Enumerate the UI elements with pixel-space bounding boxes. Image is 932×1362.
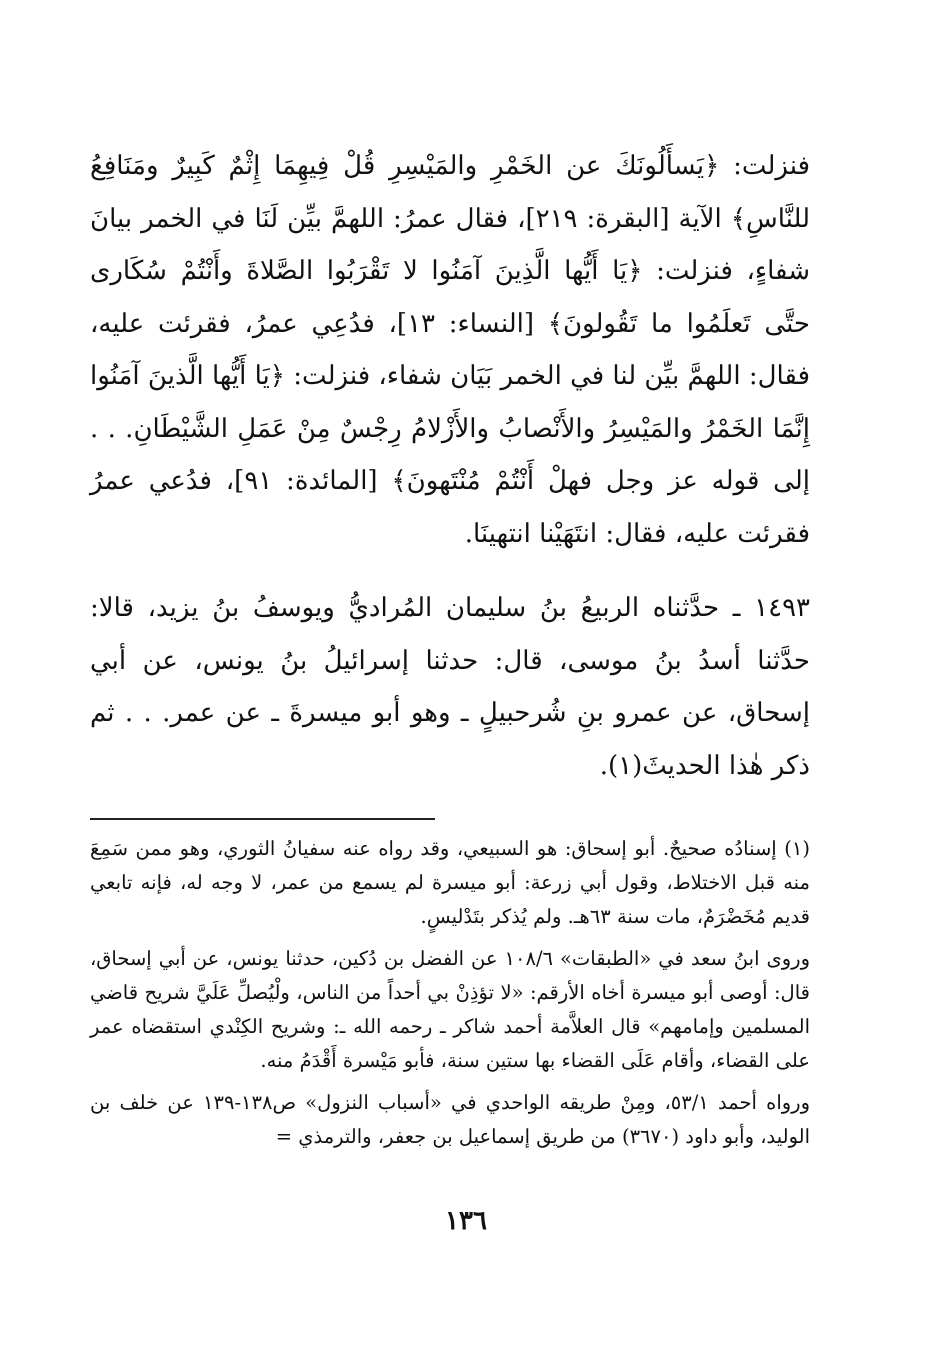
book-page [90,140,810,1154]
main-paragraph-revelation: فنزلت: ﴿يَسأَلُونَكَ عن الخَمْرِ والمَيْسِرِ قُلْ فِيهِمَا إِثْمٌ كَبِيرٌ ومَنَافِعُ للنَّاسِ﴾ الآية [البقرة: ٢١٩]، فقال عمرُ: اللهمَّ بيِّن لَنَا في الخمر بيانَ شفاءٍ، فنزلت: ﴿يَا أَيُّها الَّذِينَ آمَنُوا لا تَقْرَبُوا الصَّلاةَ وأَنْتُمْ سُكَارى حتَّى تَعلَمُوا ما تَقُولونَ﴾ [النساء: ١٣]، فدُعِي عمرُ، فقرئت عليه، فقال: اللهمَّ بيِّن لنا في الخمر بَيَان شفاء، فنزلت: ﴿يَا أَيُّها الَّذينَ آمَنُوا إِنَّمَا الخَمْرُ والمَيْسِرُ والأَنْصابُ والأَزْلامُ رِجْسٌ مِنْ عَمَلِ الشَّيْطَانِ. . . إلى قوله عز وجل فهلْ أَنْتُمْ مُنْتَهونَ﴾ [المائدة: ٩١]، فدُعي عمرُ فقرئت عليه، فقال: انتَهَيْنا انتهينَا. [90,151,811,549]
main-text [90,140,810,792]
footnote-divider [90,818,435,820]
footnote-ibn-saad: وروى ابنُ سعد في «الطبقات» ١٠٨/٦ عن الفضل بن دُكين، حدثنا يونس، عن أبي إسحاق، قال: أوصى أبو ميسرة أخاه الأرقم: «لا تؤذِنْ بي أحداً من الناس، ولْيُصلِّ عَلَيَّ شريح قاضي المسلمين وإمامهم» قال العلاَّمة أحمد شاكر ـ رحمه الله ـ: وشريح الكِنْدي استقضاه عمر على القضاء، وأقام عَلَى القضاء بها ستين سنة، فأبو مَيْسرة أَقْدَمُ منه. [90,947,811,1072]
footnote-1: (١) إسنادُه صحيحٌ. أبو إسحاق: هو السبيعي، وقد رواه عنه سفيانُ الثوري، وهو ممن سَمِعَ منه قبل الاختلاط، وقول أبي زرعة: أبو ميسرة لم يسمع من عمر، لا وجه له، فإنه تابعي قديم مُخَضْرَمٌ، مات سنة ٦٣هـ. ولم يُذكر بتَدْليسٍ. [90,837,810,928]
footnotes [90,832,810,1154]
page-number: ١٣٦ [445,1206,487,1236]
main-paragraph-hadith-1493: ١٤٩٣ ـ حدَّثناه الربيعُ بنُ سليمان المُراديُّ ويوسفُ بنُ يزيد، قالا: حدَّثنا أسدُ بنُ موسى، قال: حدثنا إسرائيلُ بنُ يونس، عن أبي إسحاق، عن عمرو بنِ شُرحبيلٍ ـ وهو أبو ميسرةَ ـ عن عمر. . . ثم ذكر هٰذا الحديثَ(١). [90,593,810,781]
footnote-ahmad: ورواه أحمد ٥٣/١، ومِنْ طريقه الواحدي في «أسباب النزول» ص١٣٨-١٣٩ عن خلف بن الوليد، وأبو داود (٣٦٧٠) من طريق إسماعيل بن جعفر، والترمذي = [90,1091,810,1148]
